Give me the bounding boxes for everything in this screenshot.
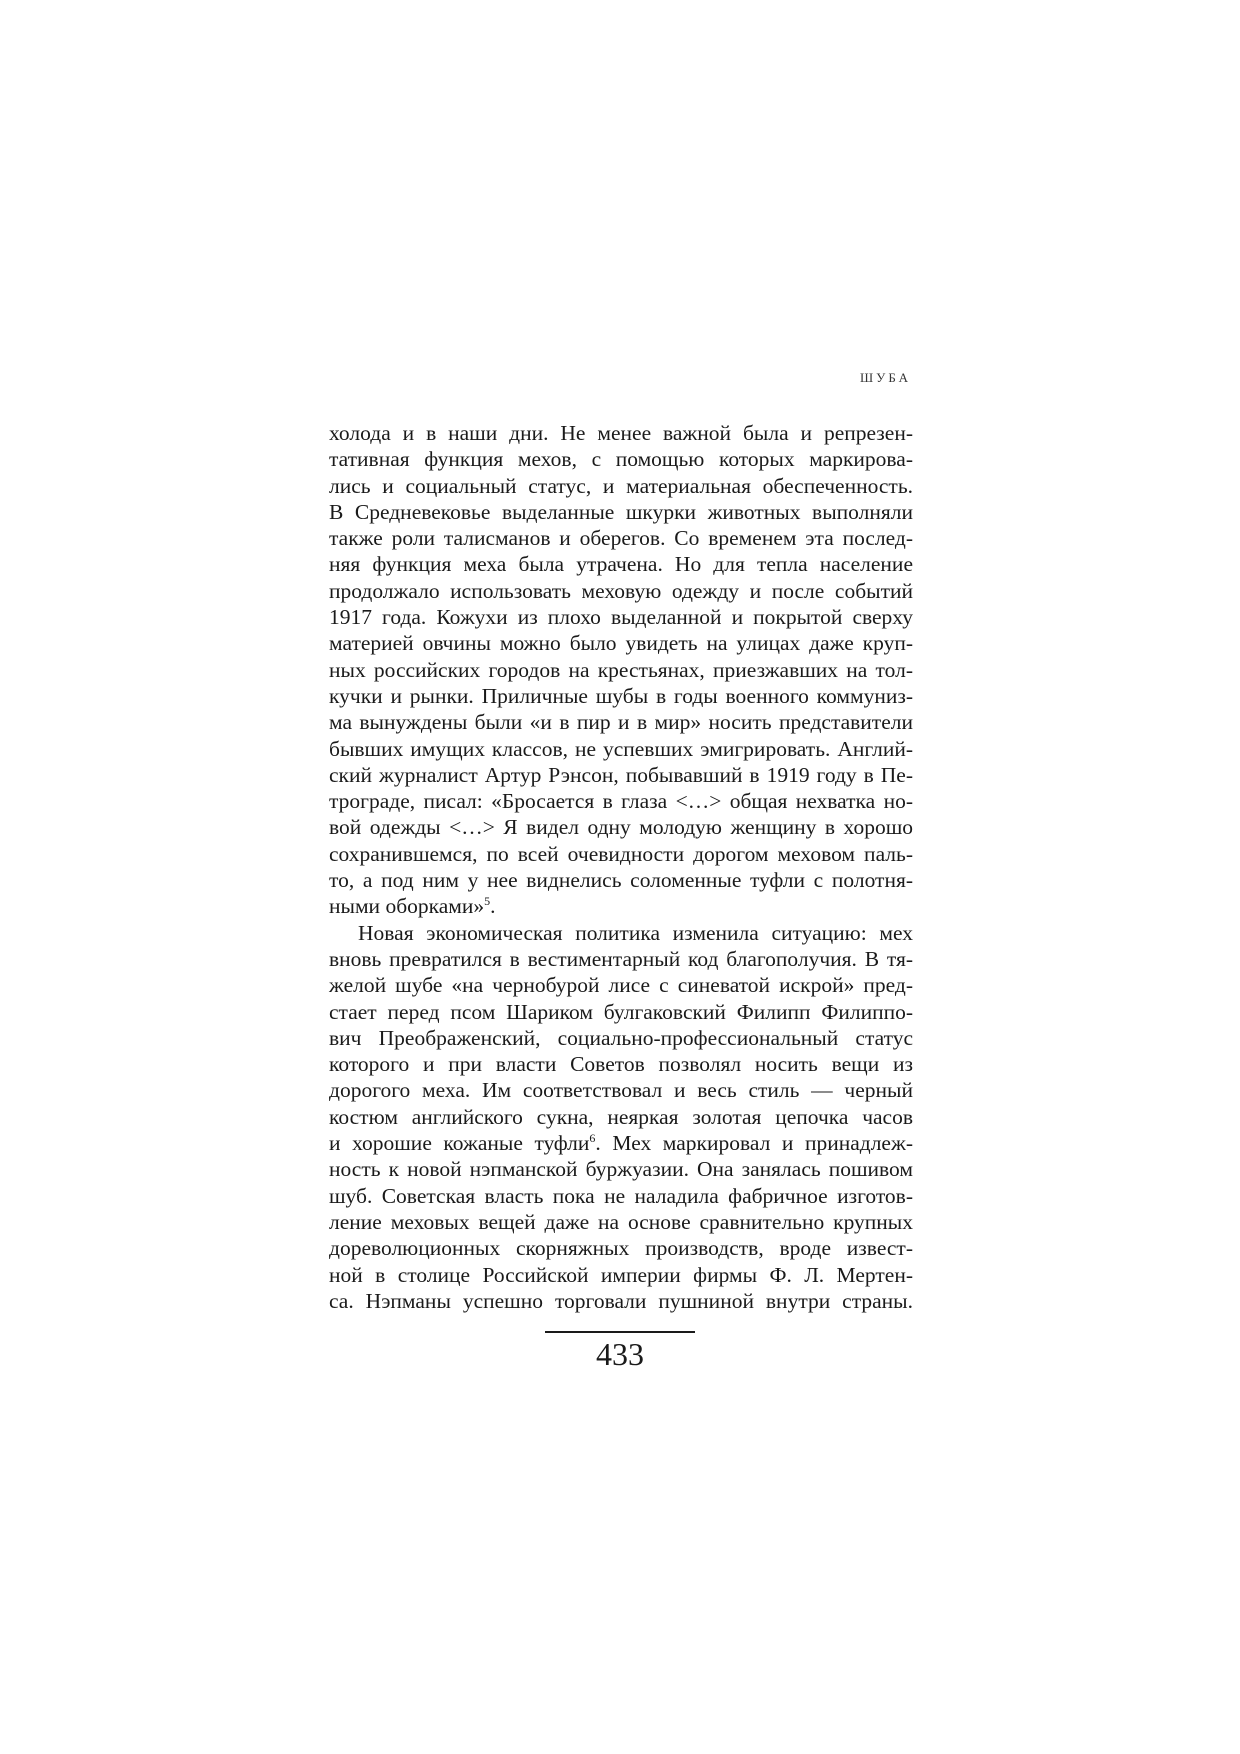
text-line: трограде, писал: «Бросается в глаза <…> общая нехватка но- [329,789,913,814]
text-line: ными оборками»$^5$. [329,894,496,919]
running-head: ШУБА [860,370,911,385]
body-text [329,420,913,1314]
text-line: материей овчины можно было увидеть на улицах даже круп- [329,631,913,656]
text-line: дореволюционных скорняжных производств, вроде извест- [329,1236,913,1261]
text-line: ский журналист Артур Рэнсон, побывавший в 1919 году в Пе- [329,762,913,787]
text-line: лись и социальный статус, и материальная обеспеченность. [329,473,913,498]
text-line: то, а под ним у нее виднелись соломенные туфли с полотня- [329,868,913,893]
text-line: вновь превратился в вестиментарный код благополучия. В тя- [329,946,913,971]
text-line: дорогого меха. Им соответствовал и весь стиль — черный [329,1078,913,1103]
text-line: вич Преображенский, социально-профессиональный статус [329,1025,913,1050]
text-line: ность к новой нэпманской буржуазии. Она занялась пошивом [329,1157,913,1182]
text-line: также роли талисманов и оберегов. Со временем эта послед- [329,526,913,551]
text-line: бывших имущих классов, не успевших эмигрировать. Англий- [329,736,913,761]
text-line: В Средневековье выделанные шкурки животных выполняли [329,499,913,524]
text-line: сохранившемся, по всей очевидности дорогом меховом паль- [329,841,913,866]
text-line: Новая экономическая политика изменила ситуацию: мех [358,920,913,945]
text-line: ление меховых вещей даже на основе сравнительно крупных [329,1209,913,1234]
text-line: ма вынуждены были «и в пир и в мир» носить представители [329,710,913,735]
text-line: са. Нэпманы успешно торговали пушниной внутри страны. [329,1288,913,1313]
text-line: продолжало использовать меховую одежду и после событий [329,578,913,603]
text-line: ной в столице Российской империи фирмы Ф. Л. Мертен- [329,1262,913,1287]
text-line: няя функция меха была утрачена. Но для тепла население [329,552,913,577]
text-line: стает перед псом Шариком булгаковский Филипп Филиппо- [329,999,913,1024]
text-line: костюм английского сукна, неяркая золотая цепочка часов [329,1104,913,1129]
text-line: которого и при власти Советов позволял носить вещи из [329,1052,913,1077]
text-line: 1917 года. Кожухи из плохо выделанной и покрытой сверху [329,605,913,630]
text-line: холода и в наши дни. Не менее важной была и репрезен- [329,421,913,445]
text-line-content: и хорошие кожаные туфли [329,1131,590,1156]
footnote-ref: 5 [484,894,491,909]
text-line: шуб. Советская власть пока не наладила фабричное изготов- [329,1183,913,1208]
page-number-rule [545,1331,695,1333]
text-line: тативная функция мехов, с помощью которых маркирова- [329,447,913,472]
text-line: кучки и рынки. Приличные шубы в годы военного коммуниз- [329,683,913,708]
text-line: ных российских городов на крестьянах, приезжавших на тол- [329,657,913,682]
text-line [329,1130,913,1156]
text-line-content: . Мех маркировал и принадлеж- [595,1131,913,1156]
page-number: 433 [596,1336,644,1372]
text-line-content: ными оборками» [329,894,485,919]
text-line: желой шубе «на чернобурой лисе с синеватой искрой» пред- [329,973,913,998]
text-line: вой одежды <…> Я видел одну молодую женщину в хорошо [329,815,913,840]
footnote-ref: 6 [589,1130,596,1145]
